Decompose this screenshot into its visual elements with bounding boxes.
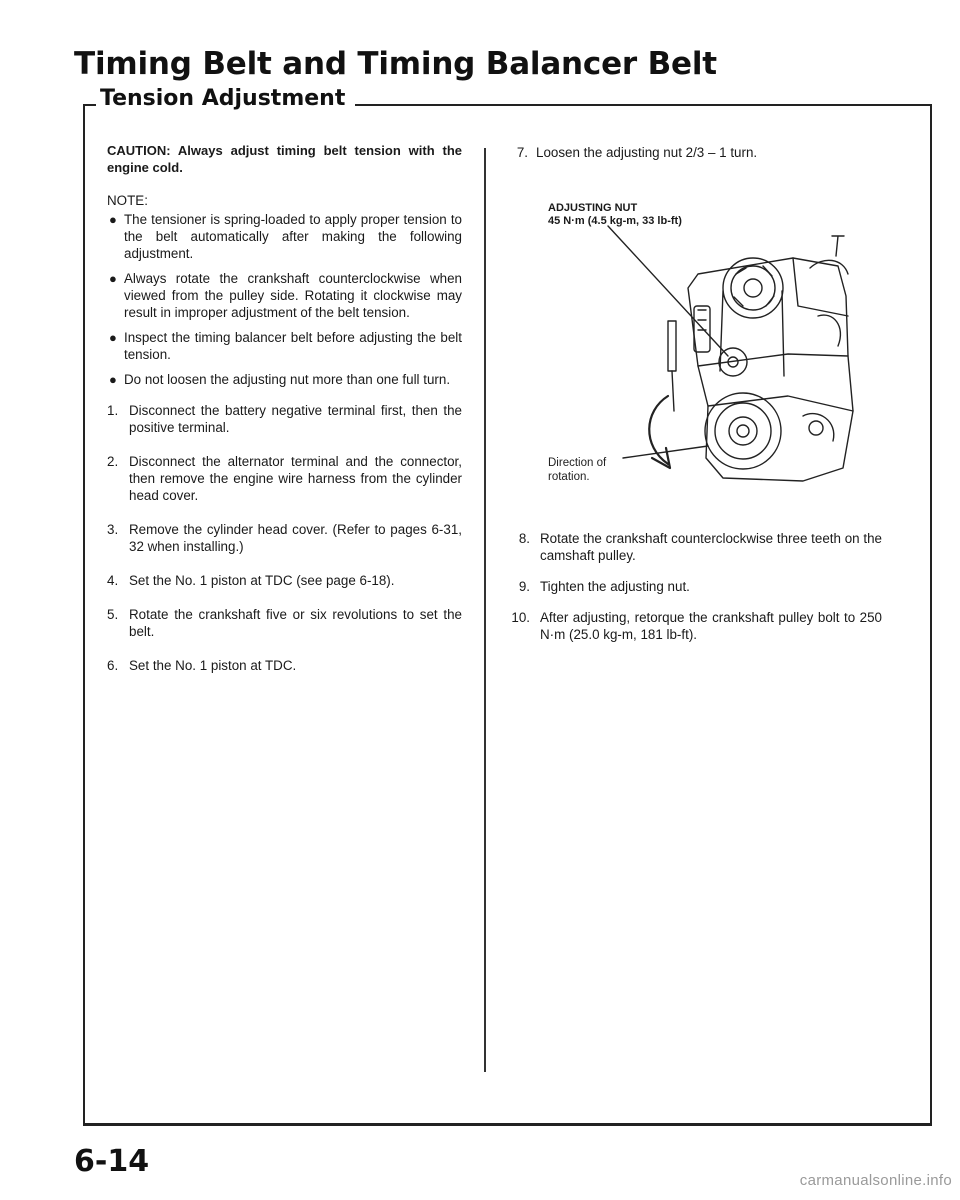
page-title: Timing Belt and Timing Balancer Belt: [74, 46, 717, 82]
step-item: 6. Set the No. 1 piston at TDC.: [107, 658, 297, 673]
watermark: carmanualsonline.info: [799, 1172, 952, 1189]
step-item: 10. After adjusting, retorque the crankshaft pulley bolt to 250 N·m (25.0 kg-m, 181 lb-ft).: [511, 610, 882, 642]
section-title: Tension Adjustment: [96, 86, 355, 111]
bullet-icon: ●: [109, 212, 117, 227]
note-item: ● Always rotate the crankshaft counterclockwise when viewed from the pulley side. Rotating it clockwise may result in improper adjustment of the belt tension.: [109, 271, 462, 320]
step-list-right: [510, 530, 882, 657]
rotation-caption: Direction of rotation.: [548, 457, 607, 483]
note-item: ● Inspect the timing balancer belt before adjusting the belt tension.: [109, 330, 462, 362]
note-item: ● The tensioner is spring-loaded to apply proper tension to the belt automatically after making the following adjustment.: [109, 212, 462, 261]
left-column: [107, 142, 462, 691]
page-number: 6-14: [74, 1144, 150, 1179]
note-item: ● Do not loosen the adjusting nut more than one full turn.: [109, 372, 451, 387]
bullet-icon: ●: [109, 271, 117, 286]
step-item: 5. Rotate the crankshaft five or six revolutions to set the belt.: [107, 607, 462, 639]
step-item: 4. Set the No. 1 piston at TDC (see page 6-18).: [107, 573, 395, 588]
step-item: 1. Disconnect the battery negative terminal first, then the positive terminal.: [107, 403, 462, 435]
right-column: [510, 144, 882, 161]
step-item: 7. Loosen the adjusting nut 2/3 – 1 turn.: [516, 145, 758, 160]
note-list: [107, 211, 462, 388]
adjusting-nut-label: ADJUSTING NUT 45 N·m (4.5 kg-m, 33 lb-ft): [548, 202, 682, 227]
step-item: 2. Disconnect the alternator terminal and the connector, then remove the engine wire harness from the cylinder head cover.: [107, 454, 462, 503]
column-divider: [484, 148, 486, 1072]
bullet-icon: ●: [109, 372, 117, 387]
step-list-left: [107, 402, 462, 674]
step-item: 9. Tighten the adjusting nut.: [518, 579, 690, 594]
bullet-icon: ●: [109, 330, 117, 345]
caution-text: CAUTION: Always adjust timing belt tension with the engine cold.: [107, 143, 462, 175]
engine-illustration: [548, 196, 868, 501]
step-item: 8. Rotate the crankshaft counterclockwise three teeth on the camshaft pulley.: [518, 531, 882, 563]
step-item: 3. Remove the cylinder head cover. (Refer to pages 6-31, 32 when installing.): [107, 522, 462, 554]
note-label: NOTE:: [107, 193, 148, 208]
